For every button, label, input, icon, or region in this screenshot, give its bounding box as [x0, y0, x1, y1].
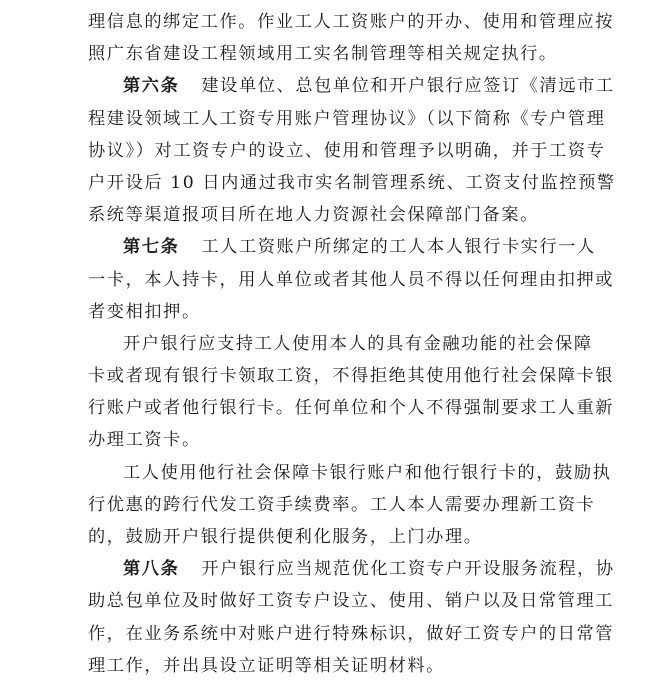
- text-line: [88, 553, 615, 585]
- article-heading: 第八条: [123, 559, 180, 580]
- article-heading: 第七条: [123, 237, 180, 258]
- text-line: [88, 70, 615, 102]
- text-line: 开户银行应支持工人使用本人的具有金融功能的社会保障: [123, 333, 593, 354]
- text-line: 户开设后 10 日内通过我市实名制管理系统、工资支付监控预警: [88, 172, 616, 193]
- text-line: 者变相扣押。: [88, 301, 201, 322]
- paragraph-fees: [88, 457, 612, 554]
- article-heading: 第六条: [123, 76, 180, 97]
- text-line: 协议》）对工资专户的设立、使用和管理予以明确，并于工资专: [88, 140, 606, 161]
- text-line: 助总包单位及时做好工资专户设立、使用、销户以及日常管理工: [88, 591, 615, 612]
- text-line: 一卡，本人持卡，用人单位或者其他人员不得以任何理由扣押或: [88, 269, 615, 290]
- text-line: 理信息的绑定工作。作业工人工资账户的开办、使用和管理应按: [88, 12, 615, 32]
- paragraph-article-8: [88, 553, 615, 682]
- text-run: 建设单位、总包单位和开户银行应签订《清远市工: [201, 76, 615, 97]
- text-line: 作，在业务系统中对账户进行特殊标识，做好工资专户的日常管: [88, 623, 615, 644]
- text-line: 行优惠的跨行代发工资手续费率。工人本人需要办理新工资卡: [88, 494, 596, 515]
- text-line: 理工作，并出具设立证明等相关证明材料。: [88, 655, 445, 676]
- paragraph-bank-card: [88, 328, 615, 457]
- text-line: 卡或者现有银行卡领取工资，不得拒绝其使用他行社会保障卡银: [88, 366, 615, 387]
- text-line: [88, 231, 596, 263]
- text-line: 行账户或者他行银行卡。任何单位和个人不得强制要求工人重新: [88, 398, 615, 419]
- text-line: 程建设领域工人工资专用账户管理协议》（以下简称《专户管理: [88, 108, 606, 129]
- paragraph-article-7: [88, 231, 615, 328]
- text-line: 系统等渠道报项目所在地人力资源社会保障部门备案。: [88, 205, 539, 226]
- text-run: 工人工资账户所绑定的工人本人银行卡实行一人: [201, 237, 596, 258]
- text-line: 的，鼓励开户银行提供便利化服务，上门办理。: [88, 527, 483, 547]
- text-line: 工人使用他行社会保障卡银行账户和他行银行卡的，鼓励执: [123, 462, 612, 483]
- text-run: 开户银行应当规范优化工资专户开设服务流程，协: [201, 559, 615, 580]
- text-line: 办理工资卡。: [88, 430, 201, 451]
- text-line: 照广东省建设工程领域用工实名制管理等相关规定执行。: [88, 44, 558, 65]
- paragraph-article-6: [88, 70, 616, 231]
- paragraph-continuation: [88, 6, 615, 70]
